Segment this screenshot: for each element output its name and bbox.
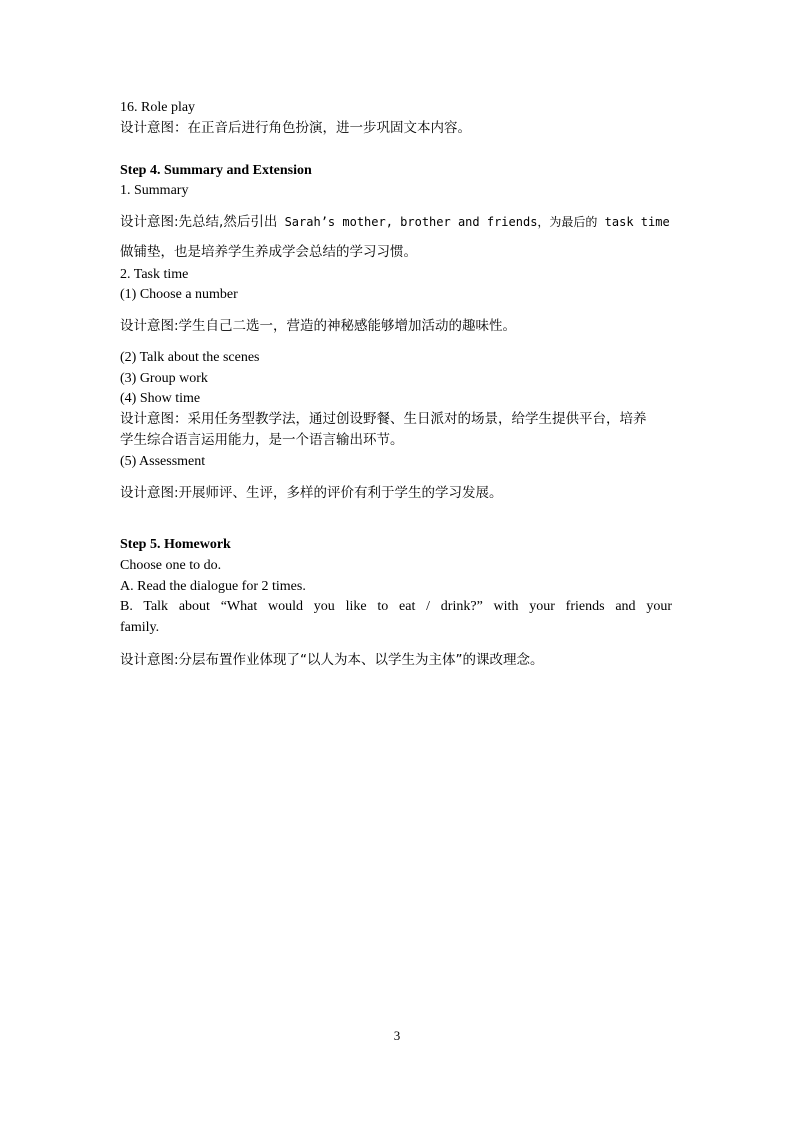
item-assessment: (5) Assessment bbox=[120, 454, 206, 469]
design-intent-task-cont: 学生综合语言运用能力，是一个语言输出环节。 bbox=[120, 432, 404, 448]
design-intent-assessment: 设计意图:开展师评、生评，多样的评价有利于学生的学习发展。 bbox=[120, 485, 503, 501]
design-intent-task: 设计意图：采用任务型教学法，通过创设野餐、生日派对的场景，给学生提供平台，培养 bbox=[120, 411, 647, 427]
item-task-time: 2. Task time bbox=[120, 267, 189, 282]
item-group-work: (3) Group work bbox=[120, 371, 208, 386]
design-intent-summary-cont: 做铺垫，也是培养学生养成学会总结的学习习惯。 bbox=[120, 244, 417, 260]
item-show-time: (4) Show time bbox=[120, 391, 201, 406]
homework-option-b: B. Talk about “What would you like to eat / drink?” with your friends and your bbox=[120, 599, 672, 614]
homework-option-b-cont: family. bbox=[120, 620, 160, 635]
design-intent-choose: 设计意图:学生自己二选一，营造的神秘感能够增加活动的趣味性。 bbox=[120, 318, 517, 334]
item-summary: 1. Summary bbox=[120, 183, 189, 198]
design-intent-role-play: 设计意图：在正音后进行角色扮演，进一步巩固文本内容。 bbox=[120, 120, 471, 136]
homework-instruction: Choose one to do. bbox=[120, 558, 222, 573]
item-choose-number: (1) Choose a number bbox=[120, 287, 238, 302]
design-intent-homework: 设计意图:分层布置作业体现了“以人为本、以学生为主体”的课改理念。 bbox=[120, 652, 544, 668]
design-intent-summary-en: Sarah’s mother, brother and friends，为最后的 task time bbox=[277, 215, 670, 229]
design-intent-summary-cn: 设计意图:先总结,然后引出 bbox=[120, 214, 278, 230]
item-role-play: 16. Role play bbox=[120, 100, 196, 115]
page-number: 3 bbox=[393, 1028, 401, 1043]
design-intent-summary bbox=[120, 213, 670, 232]
homework-option-a: A. Read the dialogue for 2 times. bbox=[120, 579, 306, 594]
step5-heading: Step 5. Homework bbox=[120, 537, 231, 552]
item-talk-scenes: (2) Talk about the scenes bbox=[120, 350, 260, 365]
step4-heading: Step 4. Summary and Extension bbox=[120, 163, 312, 178]
